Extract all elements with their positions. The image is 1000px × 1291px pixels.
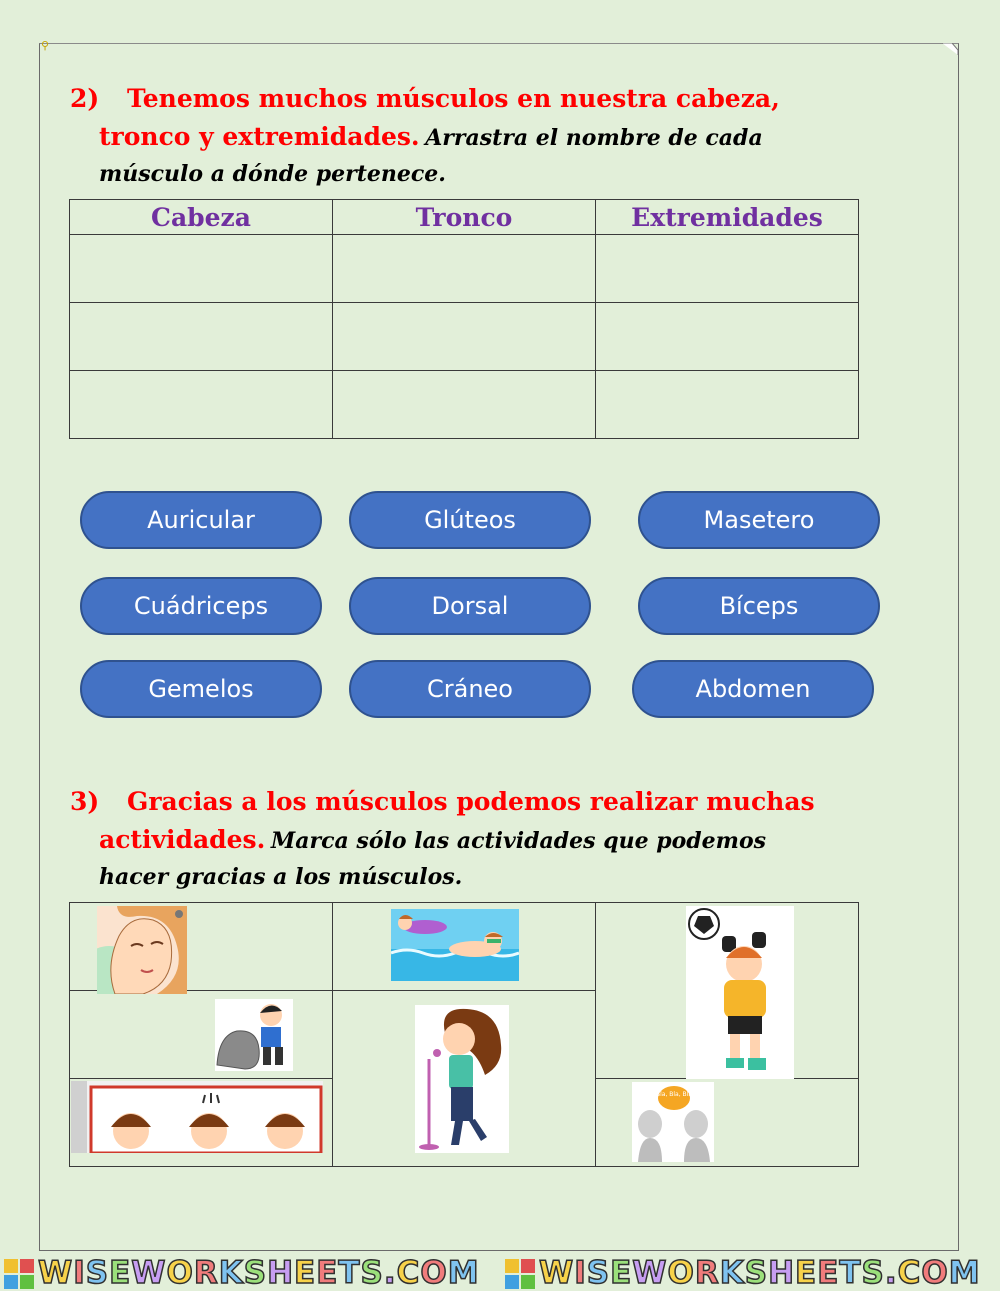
word-chip-gluteos[interactable]: Glúteos: [349, 491, 591, 549]
word-chip-masetero[interactable]: Masetero: [638, 491, 880, 549]
section2-instruction-part2: músculo a dónde pertenece.: [99, 161, 446, 187]
section2-instruction-part1: Arrastra el nombre de cada: [425, 125, 763, 151]
wiseworksheets-logo-icon: [505, 1259, 535, 1289]
drop-cell-extremidades-3[interactable]: [596, 371, 859, 439]
word-chip-craneo[interactable]: Cráneo: [349, 660, 591, 718]
word-chip-abdomen[interactable]: Abdomen: [632, 660, 874, 718]
activity-cell-push-rock[interactable]: [70, 991, 333, 1079]
speech-bubble-text: Bla, Bla, Bla: [655, 1091, 693, 1098]
word-chip-auricular[interactable]: Auricular: [80, 491, 322, 549]
word-chip-cuadriceps[interactable]: Cuádriceps: [80, 577, 322, 635]
watermark-text: WISEWORKSHEETS.COM: [38, 1255, 480, 1291]
word-chip-dorsal[interactable]: Dorsal: [349, 577, 591, 635]
kids-swimming-image[interactable]: [391, 909, 519, 981]
column-header-extremidades: Extremidades: [596, 200, 859, 235]
girl-singing-image[interactable]: [415, 1005, 509, 1153]
wiseworksheets-logo-icon: [4, 1259, 34, 1289]
classification-table: [69, 199, 859, 439]
drop-cell-tronco-1[interactable]: [333, 235, 596, 303]
watermark-text: WISEWORKSHEETS.COM: [539, 1255, 981, 1291]
girl-smelling-image[interactable]: [97, 906, 187, 994]
column-header-tronco: Tronco: [333, 200, 596, 235]
watermark-footer: [0, 1254, 1000, 1291]
section2-title-line1: Tenemos muchos músculos en nuestra cabeza,: [127, 84, 780, 113]
drop-cell-cabeza-2[interactable]: [70, 303, 333, 371]
section3-title-line2: actividades.: [99, 825, 266, 854]
section2-number: 2): [70, 84, 100, 113]
people-talking-image[interactable]: [632, 1082, 714, 1162]
section3-title-line1: Gracias a los músculos podemos realizar muchas: [127, 787, 815, 816]
word-chip-biceps[interactable]: Bíceps: [638, 577, 880, 635]
section2-title-line2: tronco y extremidades.: [99, 122, 420, 151]
section3-heading: [70, 784, 815, 896]
boy-pushing-rock-image[interactable]: [215, 999, 293, 1071]
drop-cell-extremidades-2[interactable]: [596, 303, 859, 371]
drop-cell-extremidades-1[interactable]: [596, 235, 859, 303]
section3-instruction-part1: Marca sólo las actividades que podemos: [270, 828, 767, 854]
word-chip-gemelos[interactable]: Gemelos: [80, 660, 322, 718]
drop-cell-cabeza-3[interactable]: [70, 371, 333, 439]
drop-cell-tronco-2[interactable]: [333, 303, 596, 371]
girls-faces-image[interactable]: [71, 1081, 323, 1153]
column-header-cabeza: Cabeza: [70, 200, 333, 235]
section2-heading: [70, 81, 780, 193]
page-corner-fold-icon: [942, 43, 958, 55]
section3-number: 3): [70, 787, 100, 816]
section3-instruction-part2: hacer gracias a los músculos.: [99, 864, 463, 890]
drop-cell-tronco-3[interactable]: [333, 371, 596, 439]
goalkeeper-image[interactable]: [686, 906, 794, 1079]
drop-cell-cabeza-1[interactable]: [70, 235, 333, 303]
pin-icon: ⚲: [41, 39, 50, 52]
